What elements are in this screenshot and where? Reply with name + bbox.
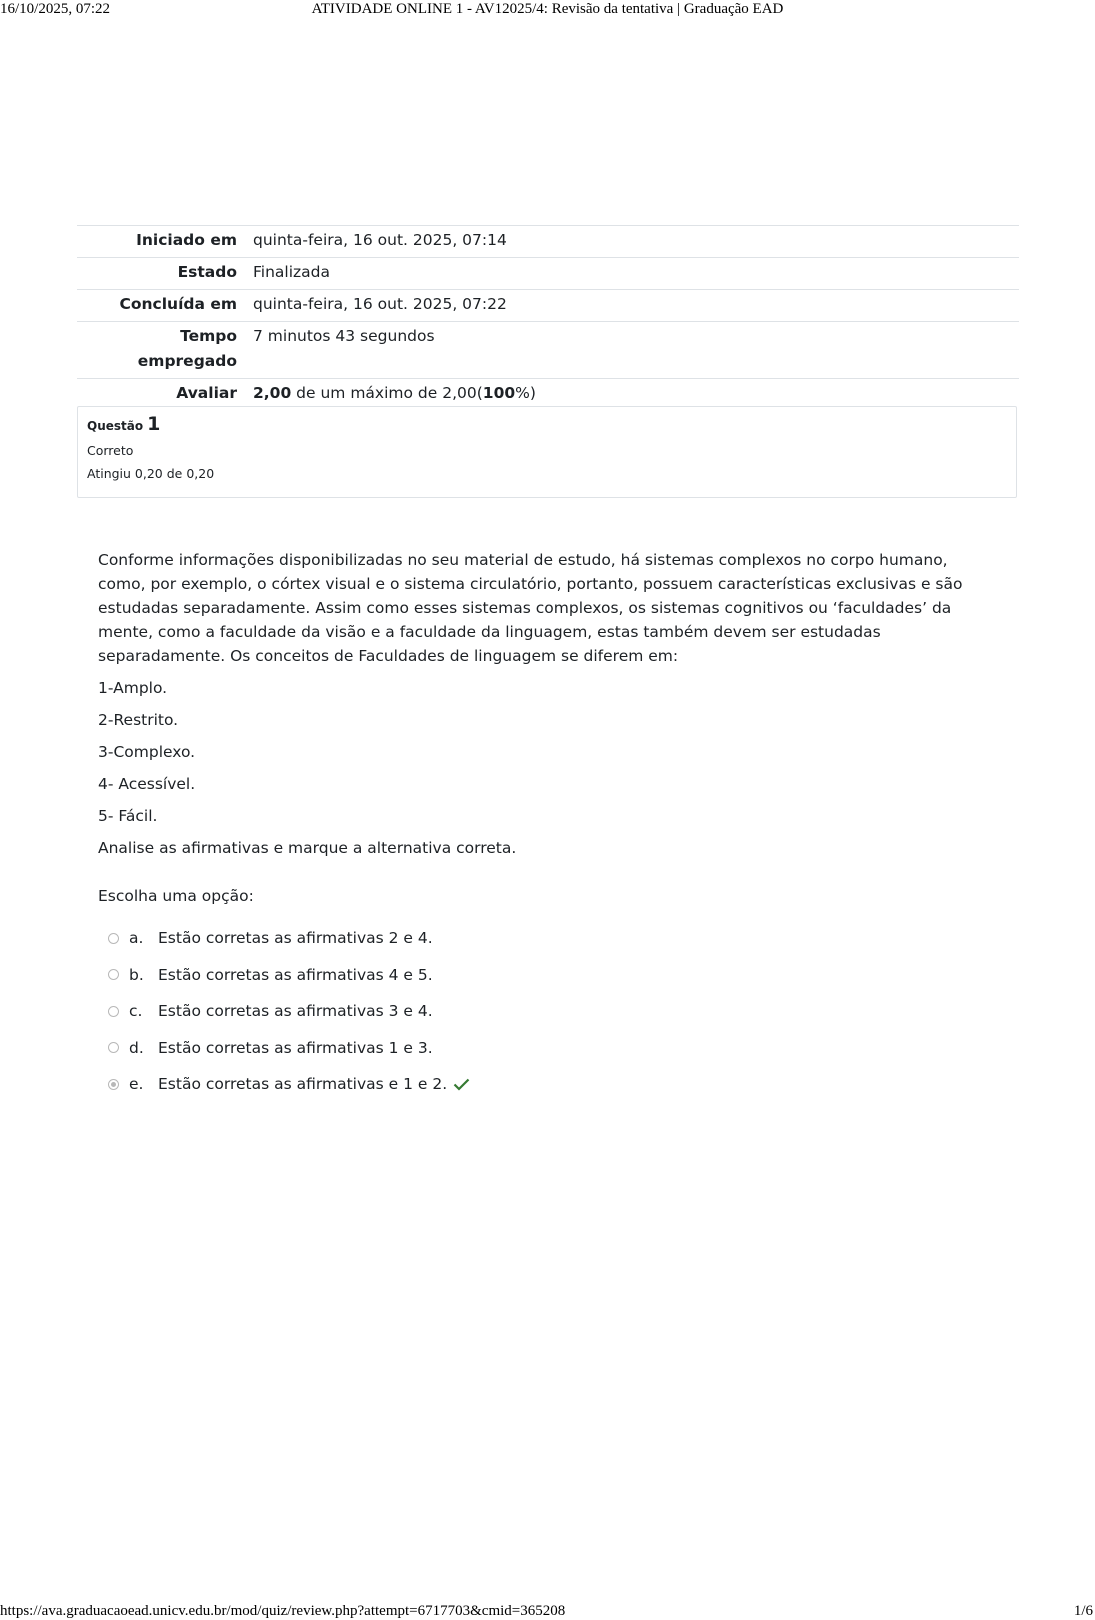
time-label-line-1: Tempo xyxy=(180,327,237,345)
grade-label: Avaliar xyxy=(176,384,237,402)
statement-3: 3-Complexo. xyxy=(98,743,196,761)
option-letter: a. xyxy=(129,929,144,948)
option-letter: b. xyxy=(129,965,144,984)
print-datetime: 16/10/2025, 07:22 xyxy=(0,1,111,17)
started-value: quinta-feira, 16 out. 2025, 07:14 xyxy=(253,231,507,249)
statement-1: 1-Amplo. xyxy=(98,679,168,697)
question-text xyxy=(98,548,998,868)
time-label-line-2: empregado xyxy=(137,352,237,370)
completed-label: Concluída em xyxy=(119,295,237,313)
question-info-box xyxy=(77,406,1017,498)
option-text: Estão corretas as afirmativas 4 e 5. xyxy=(158,965,433,984)
answer-option-e[interactable] xyxy=(98,1066,470,1103)
radio-option-b[interactable] xyxy=(108,969,119,980)
option-text: Estão corretas as afirmativas e 1 e 2. xyxy=(158,1075,448,1094)
statement-2: 2-Restrito. xyxy=(98,711,179,729)
grade-end: %) xyxy=(515,384,536,402)
option-text: Estão corretas as afirmativas 1 e 3. xyxy=(158,1038,433,1057)
option-letter: e. xyxy=(129,1075,144,1094)
statement-4: 4- Acessível. xyxy=(98,775,196,793)
statement-5: 5- Fácil. xyxy=(98,807,158,825)
print-header xyxy=(0,0,1095,18)
print-page-title: ATIVIDADE ONLINE 1 - AV12025/4: Revisão da tentativa | Graduação EAD xyxy=(311,1,784,17)
question-number xyxy=(87,413,1007,435)
answer-option-c[interactable] xyxy=(98,993,470,1030)
print-footer xyxy=(0,1602,1095,1620)
answer-option-a[interactable] xyxy=(98,920,470,957)
option-text: Estão corretas as afirmativas 2 e 4. xyxy=(158,929,433,948)
question-num: 1 xyxy=(147,413,161,435)
answer-option-b[interactable] xyxy=(98,957,470,994)
question-mark: Atingiu 0,20 de 0,20 xyxy=(87,466,215,481)
print-page-number: 1/6 xyxy=(1073,1603,1093,1619)
print-url: https://ava.graduacaoead.unicv.edu.br/mod/quiz/review.php?attempt=6717703&cmid=365208 xyxy=(0,1603,566,1619)
time-label xyxy=(77,322,253,379)
completed-value: quinta-feira, 16 out. 2025, 07:22 xyxy=(253,295,507,313)
check-icon xyxy=(453,1078,470,1091)
answer-option-d[interactable] xyxy=(98,1030,470,1067)
question-state: Correto xyxy=(87,443,134,458)
option-letter: c. xyxy=(129,1002,143,1021)
summary-row-started xyxy=(77,226,1019,258)
question-body: Conforme informações disponibilizadas no seu material de estudo, há sistemas complexos no corpo humano, como, por exemplo, o córtex visual e o sistema circulatório, portanto, possuem características exclusivas e são estudadas separadamente. Assim como esses sistemas complexos, os sistemas cognitivos ou ‘faculdades’ da mente, como a faculdade da visão e a faculdade da linguagem, estas também devem ser estudadas separadamente. Os conceitos de Faculdades de linguagem se diferem em: xyxy=(98,551,963,665)
question-label: Questão xyxy=(87,419,144,433)
summary-row-time xyxy=(77,322,1019,379)
answer-prompt: Escolha uma opção: xyxy=(98,887,254,905)
summary-row-state xyxy=(77,258,1019,290)
radio-option-c[interactable] xyxy=(108,1006,119,1017)
option-letter: d. xyxy=(129,1038,144,1057)
state-label: Estado xyxy=(177,263,237,281)
attempt-summary-table xyxy=(77,225,1019,410)
grade-mid: de um máximo de 2,00( xyxy=(291,384,483,402)
radio-option-d[interactable] xyxy=(108,1042,119,1053)
answer-options xyxy=(98,920,470,1103)
started-label: Iniciado em xyxy=(136,231,237,249)
question-instruction: Analise as afirmativas e marque a alternativa correta. xyxy=(98,839,517,857)
state-value: Finalizada xyxy=(253,263,331,281)
grade-percent: 100 xyxy=(482,384,516,402)
time-value: 7 minutos 43 segundos xyxy=(253,327,435,345)
summary-row-completed xyxy=(77,290,1019,322)
grade-score: 2,00 xyxy=(253,384,292,402)
radio-option-a[interactable] xyxy=(108,933,119,944)
radio-option-e-selected[interactable] xyxy=(108,1079,119,1090)
option-text: Estão corretas as afirmativas 3 e 4. xyxy=(158,1002,433,1021)
